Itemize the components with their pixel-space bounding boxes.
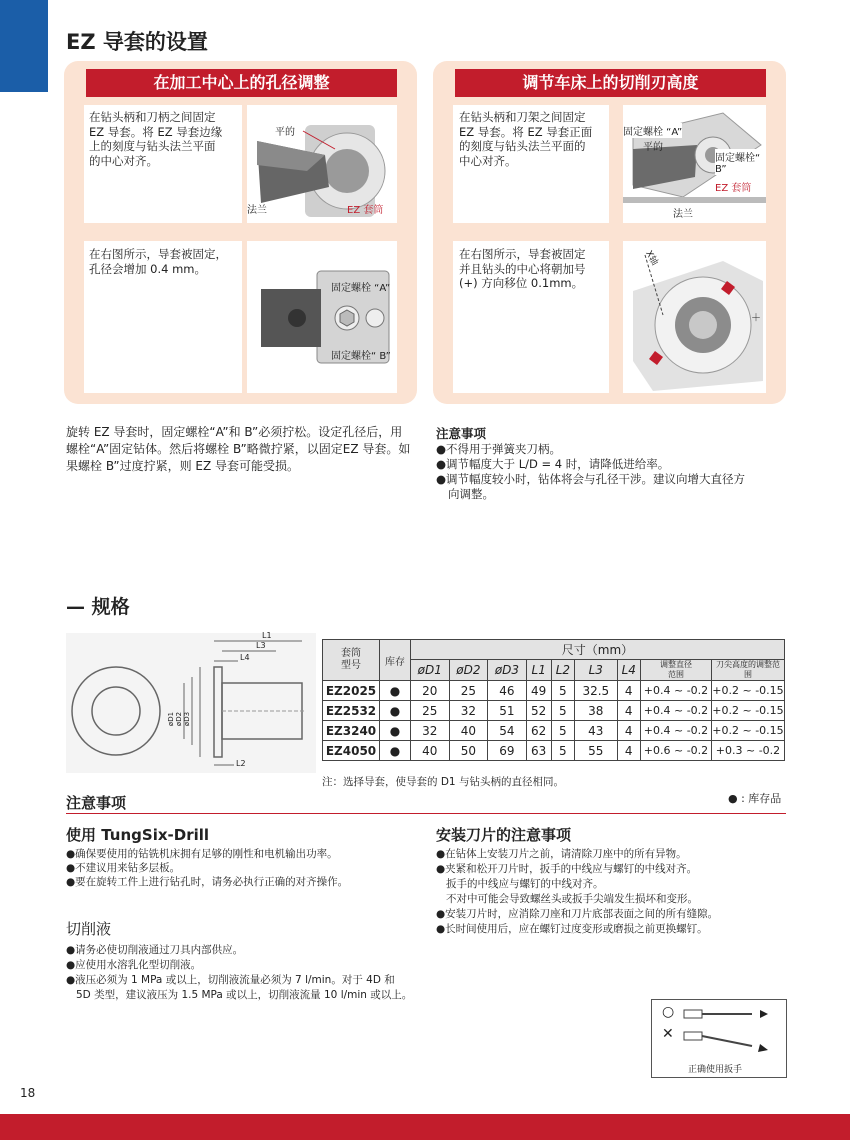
- model-cell: EZ3240: [323, 721, 380, 741]
- table-cell: 62: [526, 721, 551, 741]
- table-cell: 32: [411, 721, 450, 741]
- table-cell: 20: [411, 681, 450, 701]
- th-d3: øD3: [488, 660, 527, 681]
- left-panel: [64, 61, 417, 404]
- table-row: [323, 721, 785, 741]
- table-cell: 46: [488, 681, 527, 701]
- table-cell: +0.4 ~ -0.2: [641, 701, 712, 721]
- right-box2-image: [623, 241, 766, 393]
- left-box2-text: 在右图所示，导套被固定， 孔径会增加 0.4 mm。: [84, 241, 242, 393]
- label-screw-a-right: 固定螺栓 “A”: [623, 123, 682, 138]
- page-number: 18: [20, 1086, 36, 1100]
- right-panel-title: 调节车床上的切削刃高度: [455, 69, 766, 97]
- insert-block: 安装刀片的注意事项 ●在钻体上安装刀片之前，请清除刀座中的所有异物。 ●夹紧和松开刀片时，扳手的中线应与螺钉的中线对齐。 扳手的中线应与螺钉的中线对齐。 不对中可能会导致螺丝头或扳手尖端发生损坏和变形。 ●安装刀片时，应消除刀座和刀片底部表面之间的所有缝隙。 ●长时间使用后，应在螺钉过度变形或磨损之前更换螺钉。: [436, 826, 719, 935]
- table-cell: 25: [449, 681, 488, 701]
- rotate-note: 旋转 EZ 导套时，固定螺栓“A”和 B”必须拧松。设定孔径后，用 螺栓“A”固定钻体。然后将螺栓 B”略微拧紧，以固定EZ 导套。如 果螺栓 B”过度拧紧，则 EZ 导套可能受损。: [66, 425, 411, 473]
- wrench-caption: 正确使用扳手: [688, 1065, 743, 1075]
- ng-icon: ✕: [662, 1026, 674, 1042]
- screw-illustration: [247, 241, 397, 393]
- th-l4: L4: [617, 660, 641, 681]
- table-cell: 69: [488, 741, 527, 761]
- blue-page-tab: [0, 0, 48, 92]
- table-cell: ●: [380, 681, 411, 701]
- left-box2-image: [247, 241, 397, 393]
- cautions-divider: [66, 813, 786, 814]
- table-cell: 54: [488, 721, 527, 741]
- spec-table: [322, 639, 785, 761]
- spec-title: — 规格: [66, 596, 130, 618]
- table-row: [323, 741, 785, 761]
- spec-table-body: [323, 681, 785, 761]
- table-cell: 38: [575, 701, 617, 721]
- label-flange-right: 法兰: [673, 209, 693, 220]
- spec-note: 注：选择导套，使导套的 D1 与钻头柄的直径相同。: [322, 776, 564, 788]
- label-ez-sleeve-right: EZ 套筒: [715, 183, 752, 194]
- dim-label-d3: øD3: [183, 711, 192, 727]
- left-box1-text: 在钻头柄和刀柄之间固定 EZ 导套。将 EZ 导套边缘 上的刻度与钻头法兰平面 的中心对齐。: [84, 105, 242, 223]
- right-box1-image: [623, 105, 766, 223]
- right-box1-text: 在钻头柄和刀架之间固定 EZ 导套。将 EZ 导套正面 的刻度与钻头法兰平面的 中心对齐。: [453, 105, 609, 223]
- table-cell: +0.4 ~ -0.2: [641, 681, 712, 701]
- label-screw-b: 固定螺栓“ B”: [331, 351, 391, 362]
- th-model: 套筒 型号: [323, 640, 380, 681]
- coolant-block: 切削液 ●请务必使切削液通过刀具内部供应。 ●应使用水溶乳化型切削液。 ●液压必须为 1 MPa 或以上，切削液流量必须为 7 l/min。对于 4D 和 5D 类型，建议液压为 1.5 MPa 或以上，切削液流量 10 l/min 或以上。: [66, 920, 413, 1001]
- th-d2: øD2: [449, 660, 488, 681]
- footer-bar: [0, 1114, 850, 1140]
- table-cell: +0.2 ~ -0.15: [712, 721, 785, 741]
- table-cell: 5: [551, 701, 574, 721]
- table-cell: +0.3 ~ -0.2: [712, 741, 785, 761]
- dim-label-l2: L2: [236, 759, 246, 768]
- table-cell: 5: [551, 721, 574, 741]
- table-cell: 5: [551, 681, 574, 701]
- th-adj-dia: 调整直径 范围: [641, 660, 712, 681]
- stock-legend: ● : 库存品: [728, 792, 782, 805]
- table-cell: +0.4 ~ -0.2: [641, 721, 712, 741]
- table-cell: ●: [380, 701, 411, 721]
- table-cell: 52: [526, 701, 551, 721]
- ok-icon: ○: [662, 1004, 675, 1020]
- left-panel-title: 在加工中心上的孔径调整: [86, 69, 397, 97]
- model-cell: EZ2532: [323, 701, 380, 721]
- table-cell: ●: [380, 741, 411, 761]
- table-cell: 4: [617, 721, 641, 741]
- table-cell: 49: [526, 681, 551, 701]
- table-cell: +0.2 ~ -0.15: [712, 701, 785, 721]
- x-axis-offset-illustration: [623, 241, 766, 393]
- th-l3: L3: [575, 660, 617, 681]
- label-x-axis: X轴: [643, 249, 660, 268]
- cautions-block-1: 注意事项 ●不得用于弹簧夹刀柄。 ●调节幅度大于 L/D = 4 时，请降低进给率。 ●调节幅度较小时，钻体将会与孔径干涉。建议向增大直径方 向调整。: [436, 426, 746, 501]
- table-cell: 43: [575, 721, 617, 741]
- table-row: [323, 681, 785, 701]
- wrench-usage-box: [651, 999, 787, 1078]
- dim-label-d1: øD1: [167, 711, 176, 727]
- table-cell: 55: [575, 741, 617, 761]
- left-box1-image: [247, 105, 397, 223]
- dim-label-l3: L3: [256, 641, 266, 650]
- page-title: EZ 导套的设置: [66, 30, 208, 54]
- table-cell: 32.5: [575, 681, 617, 701]
- table-cell: 4: [617, 741, 641, 761]
- label-screw-b-right: 固定螺栓“ B”: [715, 149, 766, 175]
- label-plus: ＋: [751, 313, 761, 324]
- right-panel: [433, 61, 786, 404]
- th-l2: L2: [551, 660, 574, 681]
- table-cell: 50: [449, 741, 488, 761]
- table-cell: ●: [380, 721, 411, 741]
- label-flat-right: 平的: [643, 142, 663, 153]
- table-cell: 4: [617, 681, 641, 701]
- th-dimensions: 尺寸（mm）: [411, 640, 785, 660]
- label-flange: 法兰: [247, 205, 267, 216]
- table-cell: 63: [526, 741, 551, 761]
- table-cell: 40: [449, 721, 488, 741]
- table-cell: +0.2 ~ -0.15: [712, 681, 785, 701]
- label-ez-sleeve: EZ 套筒: [347, 205, 384, 216]
- dimension-drawing: [66, 633, 316, 773]
- th-d1: øD1: [411, 660, 450, 681]
- th-adj-height: 刀尖高度的调整范 围: [712, 660, 785, 681]
- dim-label-l1: L1: [262, 631, 272, 640]
- model-cell: EZ2025: [323, 681, 380, 701]
- table-cell: +0.6 ~ -0.2: [641, 741, 712, 761]
- model-cell: EZ4050: [323, 741, 380, 761]
- dim-label-l4: L4: [240, 653, 250, 662]
- table-cell: 40: [411, 741, 450, 761]
- label-flat: 平的: [275, 127, 295, 138]
- tungsix-block: 使用 TungSix-Drill ●确保要使用的钻铣机床拥有足够的刚性和电机输出功率。 ●不建议用来钻多层板。 ●要在旋转工件上进行钻孔时，请务必执行正确的对齐操作。: [66, 826, 349, 888]
- th-l1: L1: [526, 660, 551, 681]
- table-row: [323, 701, 785, 721]
- dim-label-d2: øD2: [175, 711, 184, 727]
- right-box2-text: 在右图所示，导套被固定 并且钻头的中心将朝加号 (+) 方向移位 0.1mm。: [453, 241, 609, 393]
- table-cell: 25: [411, 701, 450, 721]
- table-cell: 4: [617, 701, 641, 721]
- table-cell: 5: [551, 741, 574, 761]
- label-screw-a: 固定螺栓 “A”: [331, 283, 391, 294]
- th-stock: 库存: [380, 640, 411, 681]
- wrench-icon: [682, 1004, 782, 1054]
- sleeve-drawing: [66, 633, 316, 773]
- table-cell: 32: [449, 701, 488, 721]
- table-cell: 51: [488, 701, 527, 721]
- cautions-title-2: 注意事项: [66, 794, 127, 812]
